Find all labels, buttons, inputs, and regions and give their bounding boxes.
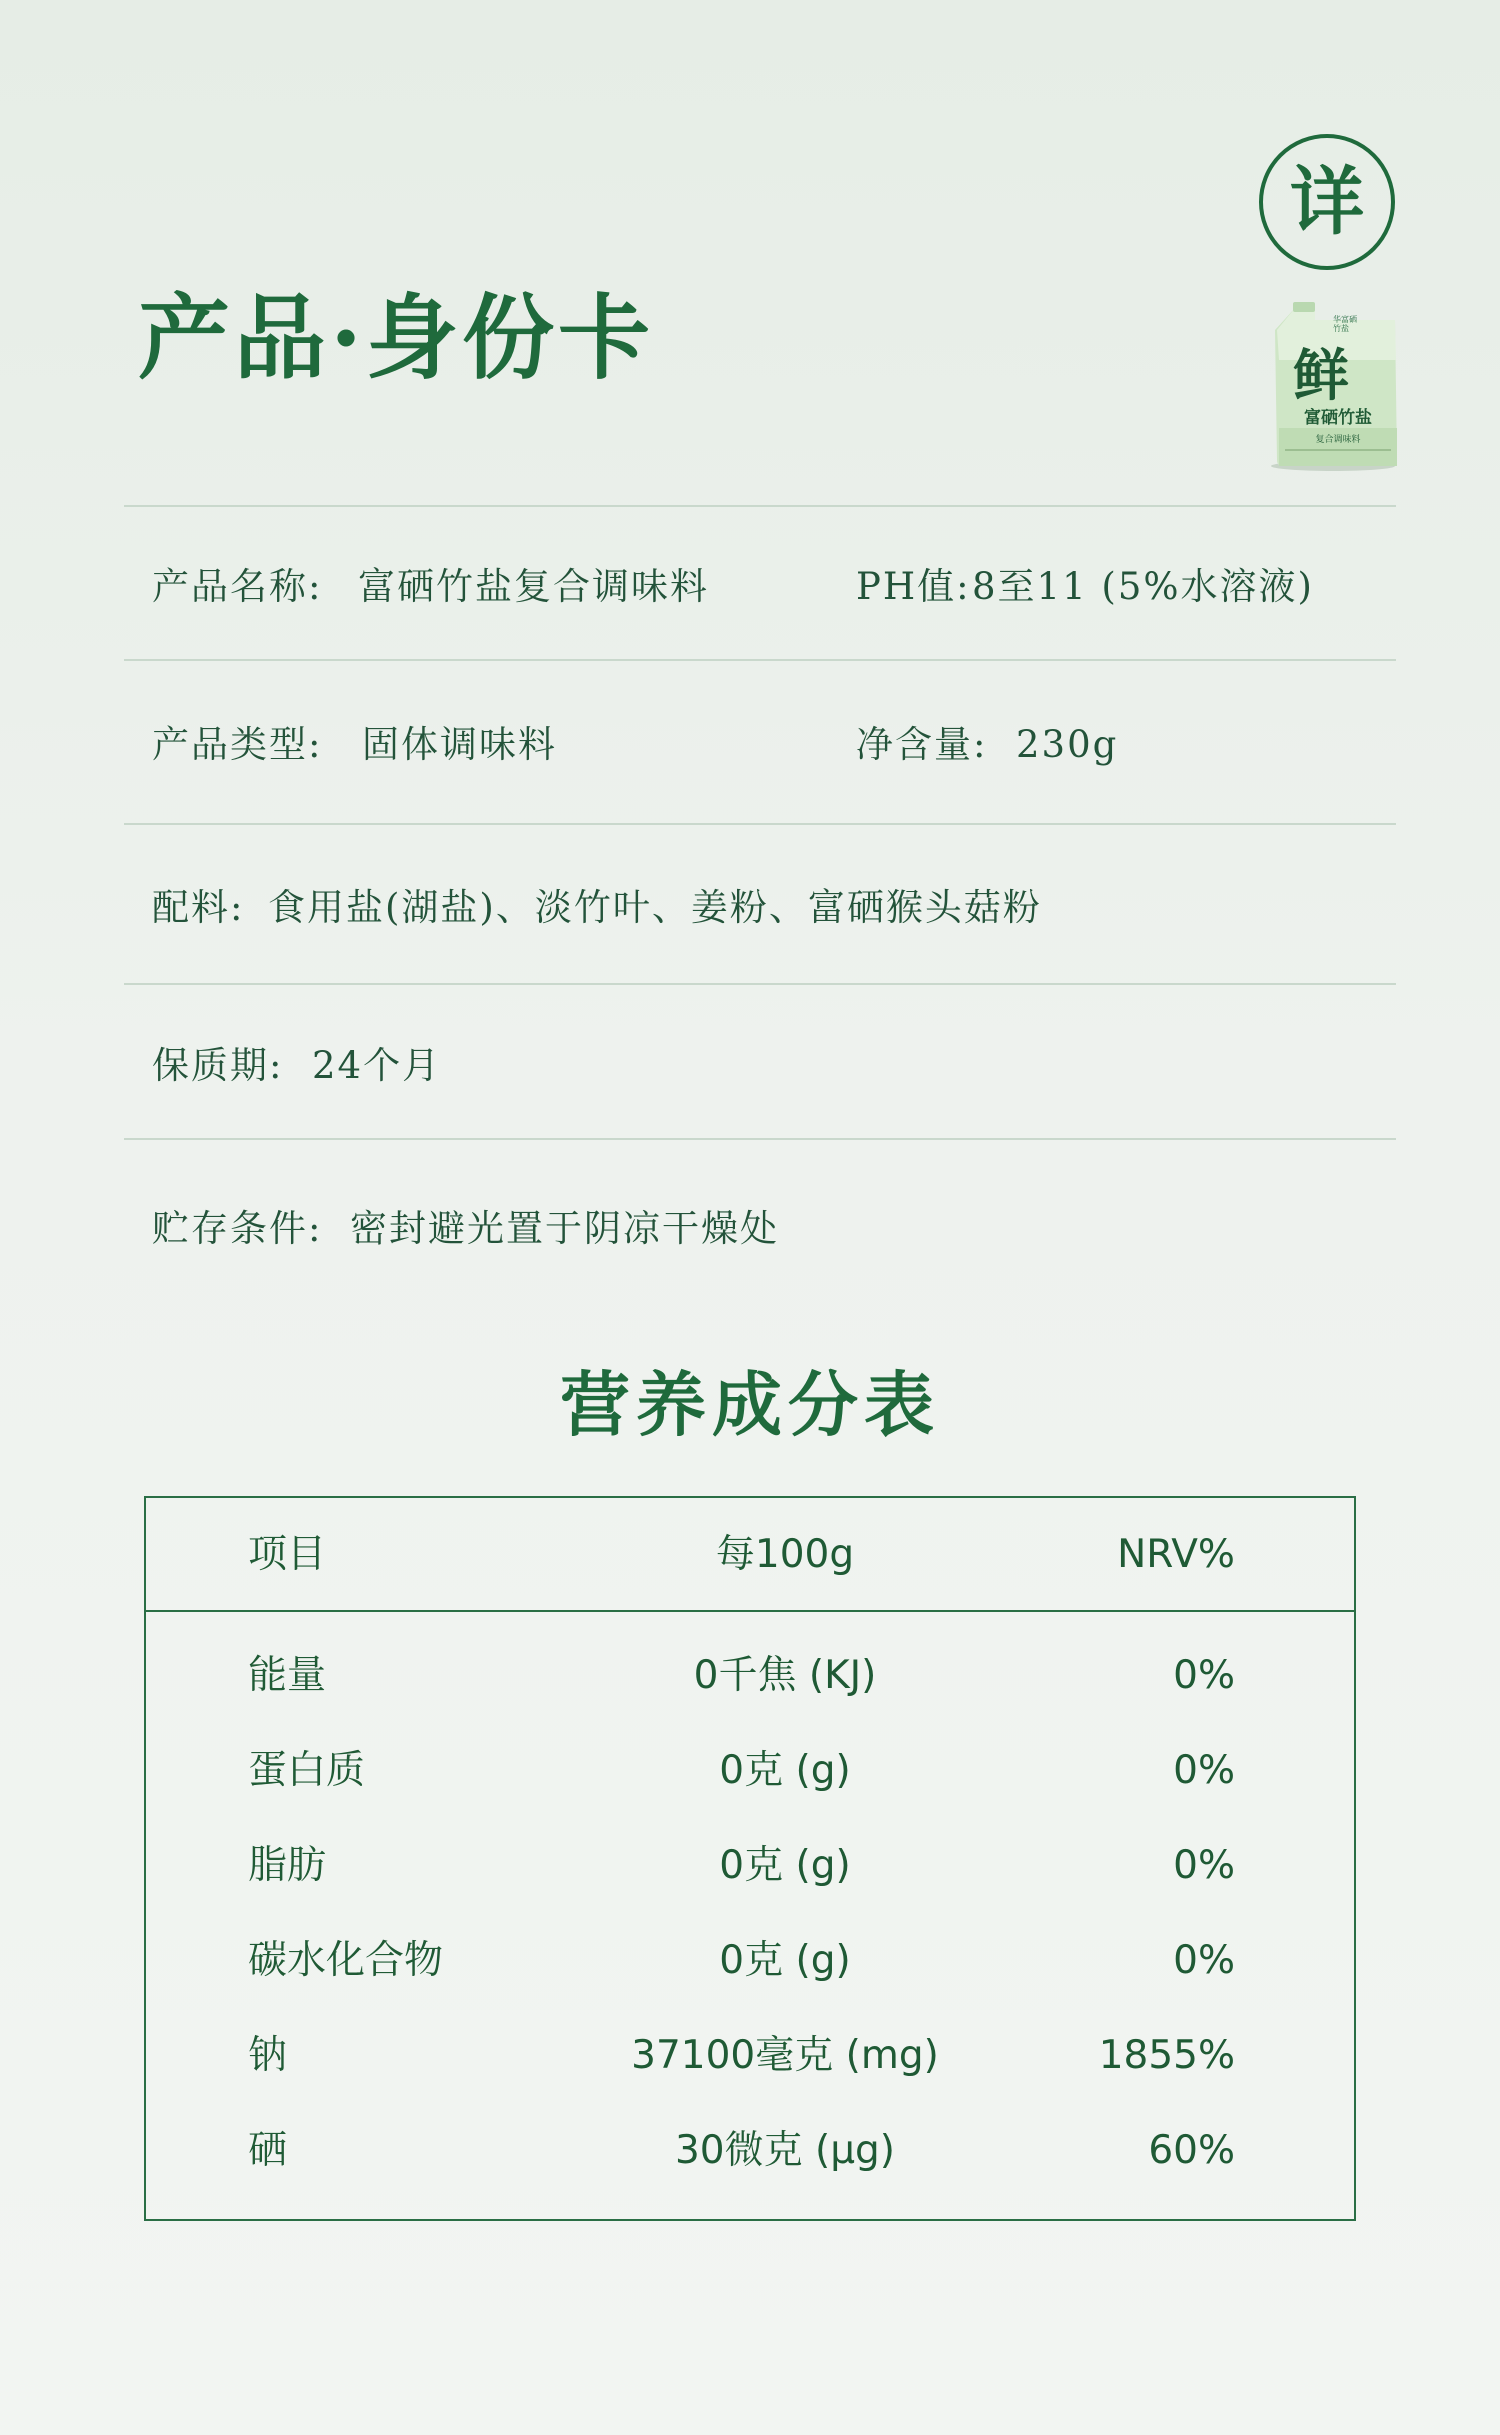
- row-item: 脂肪: [248, 1843, 327, 1888]
- header-per100g: 每100g: [715, 1532, 855, 1577]
- page-title: 产品·身份卡: [138, 284, 655, 392]
- row-nrv: 0%: [1173, 1748, 1235, 1793]
- divider: [124, 983, 1396, 985]
- header-item: 项目: [248, 1532, 327, 1577]
- ph-label: PH值:: [856, 565, 971, 608]
- row-nrv: 0%: [1173, 1843, 1235, 1888]
- row-per100g: 0克 (g): [719, 1938, 851, 1983]
- row-nrv: 1855%: [1098, 2033, 1235, 2078]
- row-per100g: 0千焦 (KJ): [693, 1653, 877, 1698]
- ingredients-value: 食用盐(湖盐)、淡竹叶、姜粉、富硒猴头菇粉: [268, 886, 1042, 929]
- row-item: 硒: [248, 2128, 288, 2173]
- detail-badge-char: 详: [1290, 159, 1364, 245]
- pouch-brand: 华富硒 竹盐: [1333, 315, 1357, 333]
- row-per100g: 0克 (g): [719, 1748, 851, 1793]
- storage-value: 密封避光置于阴凉干燥处: [350, 1207, 779, 1250]
- product-pouch-image: [1255, 300, 1405, 472]
- pouch-product-name: 富硒竹盐: [1304, 408, 1372, 428]
- row-per100g: 37100毫克 (mg): [631, 2033, 939, 2078]
- detail-badge: [1259, 134, 1395, 270]
- divider: [124, 659, 1396, 661]
- row-item: 能量: [248, 1653, 327, 1698]
- row-nrv: 60%: [1148, 2128, 1235, 2173]
- storage-label: 贮存条件:: [152, 1207, 323, 1250]
- divider: [124, 1138, 1396, 1140]
- net-content-value: 230g: [1016, 723, 1119, 766]
- row-item: 碳水化合物: [248, 1938, 444, 1983]
- pouch-big-char: 鲜: [1293, 343, 1349, 409]
- divider: [124, 823, 1396, 825]
- row-nrv: 0%: [1173, 1653, 1235, 1698]
- pouch-sub: 复合调味料: [1315, 435, 1361, 445]
- divider: [124, 505, 1396, 507]
- shelf-life-value: 24个月: [312, 1044, 442, 1087]
- row-per100g: 0克 (g): [719, 1843, 851, 1888]
- nutrition-title: 营养成分表: [560, 1363, 940, 1446]
- product-type-label: 产品类型:: [152, 723, 323, 766]
- shelf-life-label: 保质期:: [152, 1044, 284, 1087]
- nutrition-header-divider: [146, 1610, 1354, 1612]
- row-per100g: 30微克 (μg): [674, 2128, 896, 2173]
- row-nrv: 0%: [1173, 1938, 1235, 1983]
- ingredients-label: 配料:: [152, 886, 245, 929]
- product-name-value: 富硒竹盐复合调味料: [358, 565, 709, 608]
- net-content-label: 净含量:: [856, 723, 988, 766]
- product-name-label: 产品名称:: [152, 565, 323, 608]
- header-nrv: NRV%: [1117, 1532, 1235, 1577]
- ph-value: 8至11 (5%水溶液): [972, 565, 1314, 608]
- row-item: 蛋白质: [248, 1748, 366, 1793]
- row-item: 钠: [248, 2033, 288, 2078]
- product-type-value: 固体调味料: [362, 723, 557, 766]
